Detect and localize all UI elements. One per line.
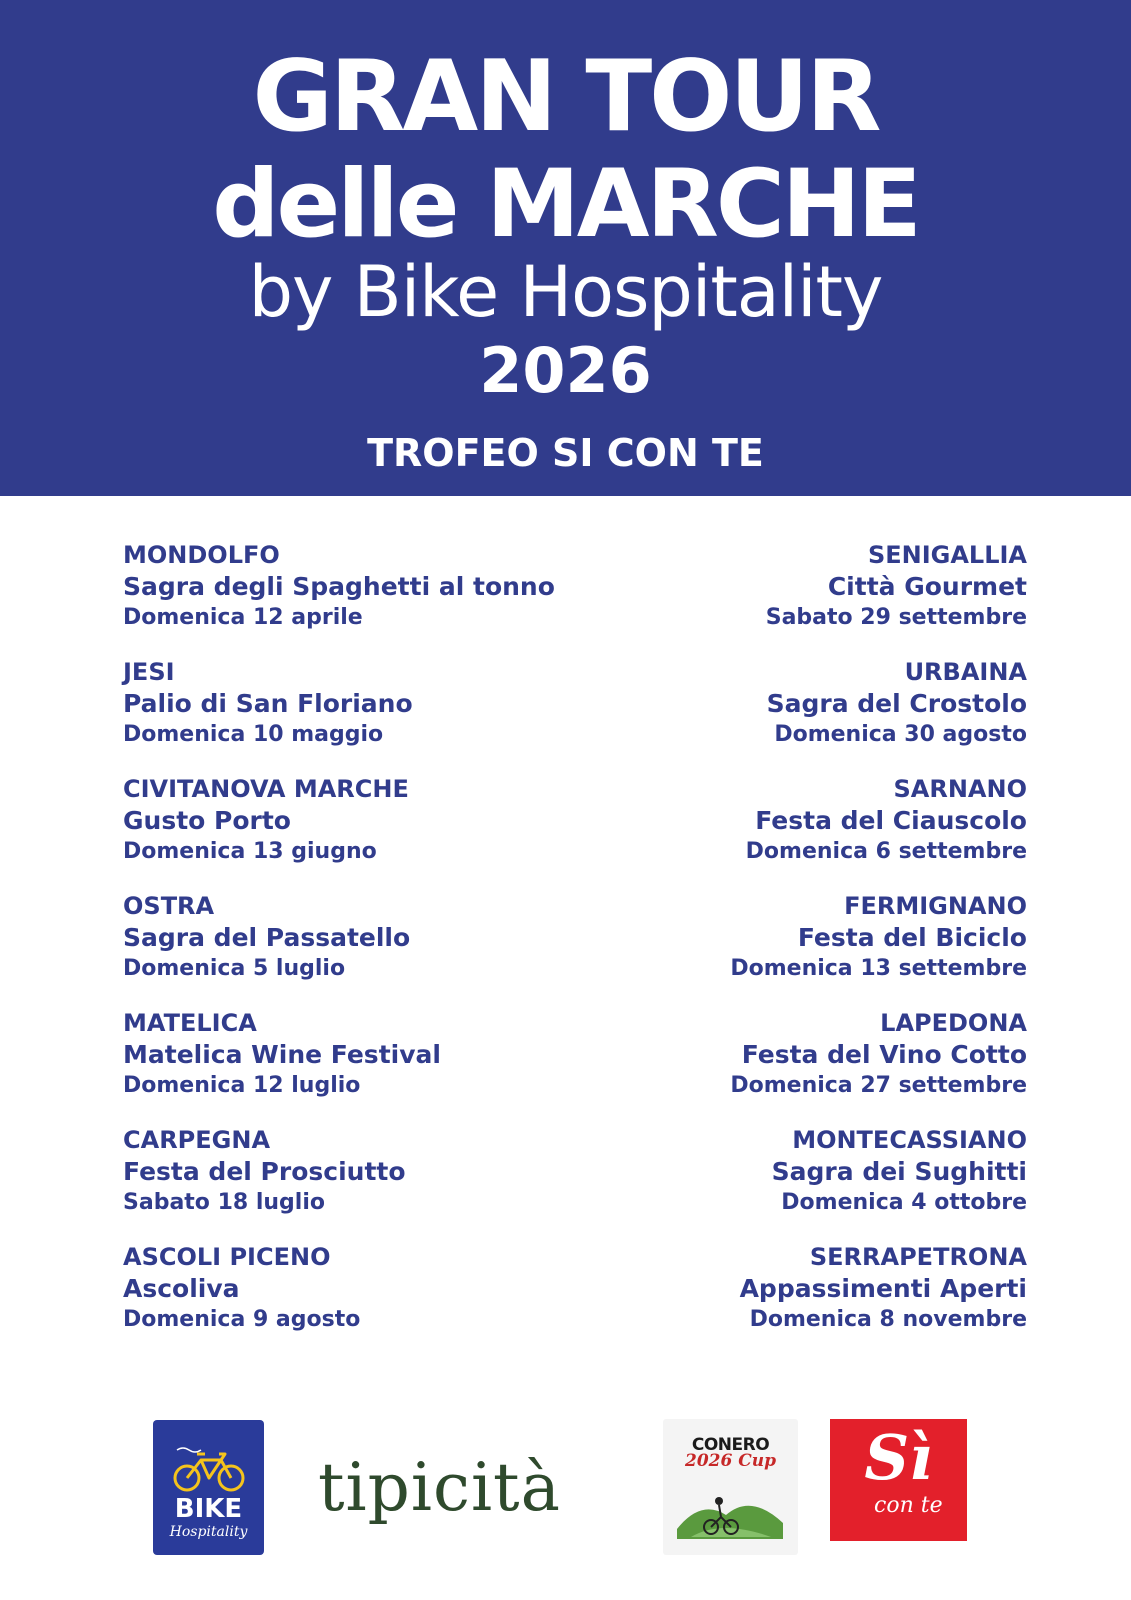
bicycle-icon <box>169 1444 249 1494</box>
event-city: JESI <box>123 658 175 686</box>
event-date: Domenica 10 maggio <box>123 722 384 747</box>
title-year: 2026 <box>479 334 652 407</box>
event-name: Sagra degli Spaghetti al tonno <box>123 572 555 601</box>
si-logo-subword: con te <box>874 1493 943 1518</box>
event-city: SARNANO <box>893 775 1027 803</box>
event-name: Festa del Vino Cotto <box>741 1040 1027 1069</box>
conero-logo-word: CONERO <box>691 1435 770 1455</box>
sponsor-logos <box>0 1415 1131 1555</box>
bike-logo-word: BIKE <box>174 1494 243 1524</box>
event-name: Palio di San Floriano <box>123 689 413 718</box>
event-city: FERMIGNANO <box>844 892 1027 920</box>
event-date: Domenica 12 luglio <box>123 1073 361 1098</box>
event-name: Città Gourmet <box>827 572 1027 601</box>
event-item <box>507 891 1027 1008</box>
event-city: SENIGALLIA <box>867 541 1027 569</box>
events-right-column <box>507 540 1027 1359</box>
event-city: ASCOLI PICENO <box>123 1243 331 1271</box>
event-item <box>507 657 1027 774</box>
mountain-biker-icon <box>671 1479 791 1549</box>
title-line-3: by Bike Hospitality <box>248 251 883 333</box>
event-city: URBAINA <box>904 658 1027 686</box>
event-city: CIVITANOVA MARCHE <box>123 775 409 803</box>
bike-hospitality-logo <box>153 1420 264 1555</box>
event-date: Domenica 12 aprile <box>123 605 363 630</box>
event-date: Domenica 4 ottobre <box>781 1190 1027 1215</box>
header-banner <box>0 0 1131 496</box>
event-date: Domenica 13 settembre <box>730 956 1027 981</box>
event-date: Sabato 18 luglio <box>123 1190 325 1215</box>
event-name: Festa del Prosciutto <box>123 1157 406 1186</box>
event-date: Domenica 6 settembre <box>745 839 1027 864</box>
event-date: Domenica 27 settembre <box>730 1073 1027 1098</box>
event-name: Gusto Porto <box>123 806 291 835</box>
tipicita-logo: tipicità <box>318 1449 561 1526</box>
event-city: MONDOLFO <box>123 541 280 569</box>
event-item <box>507 540 1027 657</box>
event-name: Ascoliva <box>123 1274 240 1303</box>
event-name: Matelica Wine Festival <box>123 1040 441 1069</box>
event-name: Appassimenti Aperti <box>739 1274 1027 1303</box>
event-item <box>507 774 1027 891</box>
event-item <box>507 1242 1027 1359</box>
event-city: OSTRA <box>123 892 215 920</box>
event-name: Sagra del Passatello <box>123 923 411 952</box>
title-line-2: delle MARCHE <box>212 150 919 259</box>
si-logo-word: Sì <box>864 1421 933 1494</box>
event-city: MONTECASSIANO <box>792 1126 1027 1154</box>
event-city: CARPEGNA <box>123 1126 271 1154</box>
event-name: Sagra dei Sughitti <box>771 1157 1027 1186</box>
event-date: Domenica 13 giugno <box>123 839 377 864</box>
event-date: Domenica 30 agosto <box>774 722 1027 747</box>
hospitality-logo-word: Hospitality <box>169 1524 248 1540</box>
event-name: Festa del Biciclo <box>797 923 1027 952</box>
event-city: MATELICA <box>123 1009 257 1037</box>
event-city: LAPEDONA <box>880 1009 1027 1037</box>
event-date: Domenica 5 luglio <box>123 956 346 981</box>
event-name: Sagra del Crostolo <box>766 689 1027 718</box>
event-item <box>507 1008 1027 1125</box>
event-name: Festa del Ciauscolo <box>755 806 1027 835</box>
event-date: Sabato 29 settembre <box>765 605 1027 630</box>
event-date: Domenica 9 agosto <box>123 1307 361 1332</box>
event-item <box>507 1125 1027 1242</box>
conero-logo-year: 2026 Cup <box>684 1451 776 1471</box>
event-date: Domenica 8 novembre <box>749 1307 1027 1332</box>
conero-cup-logo <box>663 1419 798 1555</box>
subtitle: TROFEO SI CON TE <box>367 431 764 475</box>
event-city: SERRAPETRONA <box>809 1243 1027 1271</box>
title-line-1: GRAN TOUR <box>252 40 879 154</box>
events-section <box>0 540 1131 1340</box>
si-con-te-logo <box>830 1419 967 1541</box>
